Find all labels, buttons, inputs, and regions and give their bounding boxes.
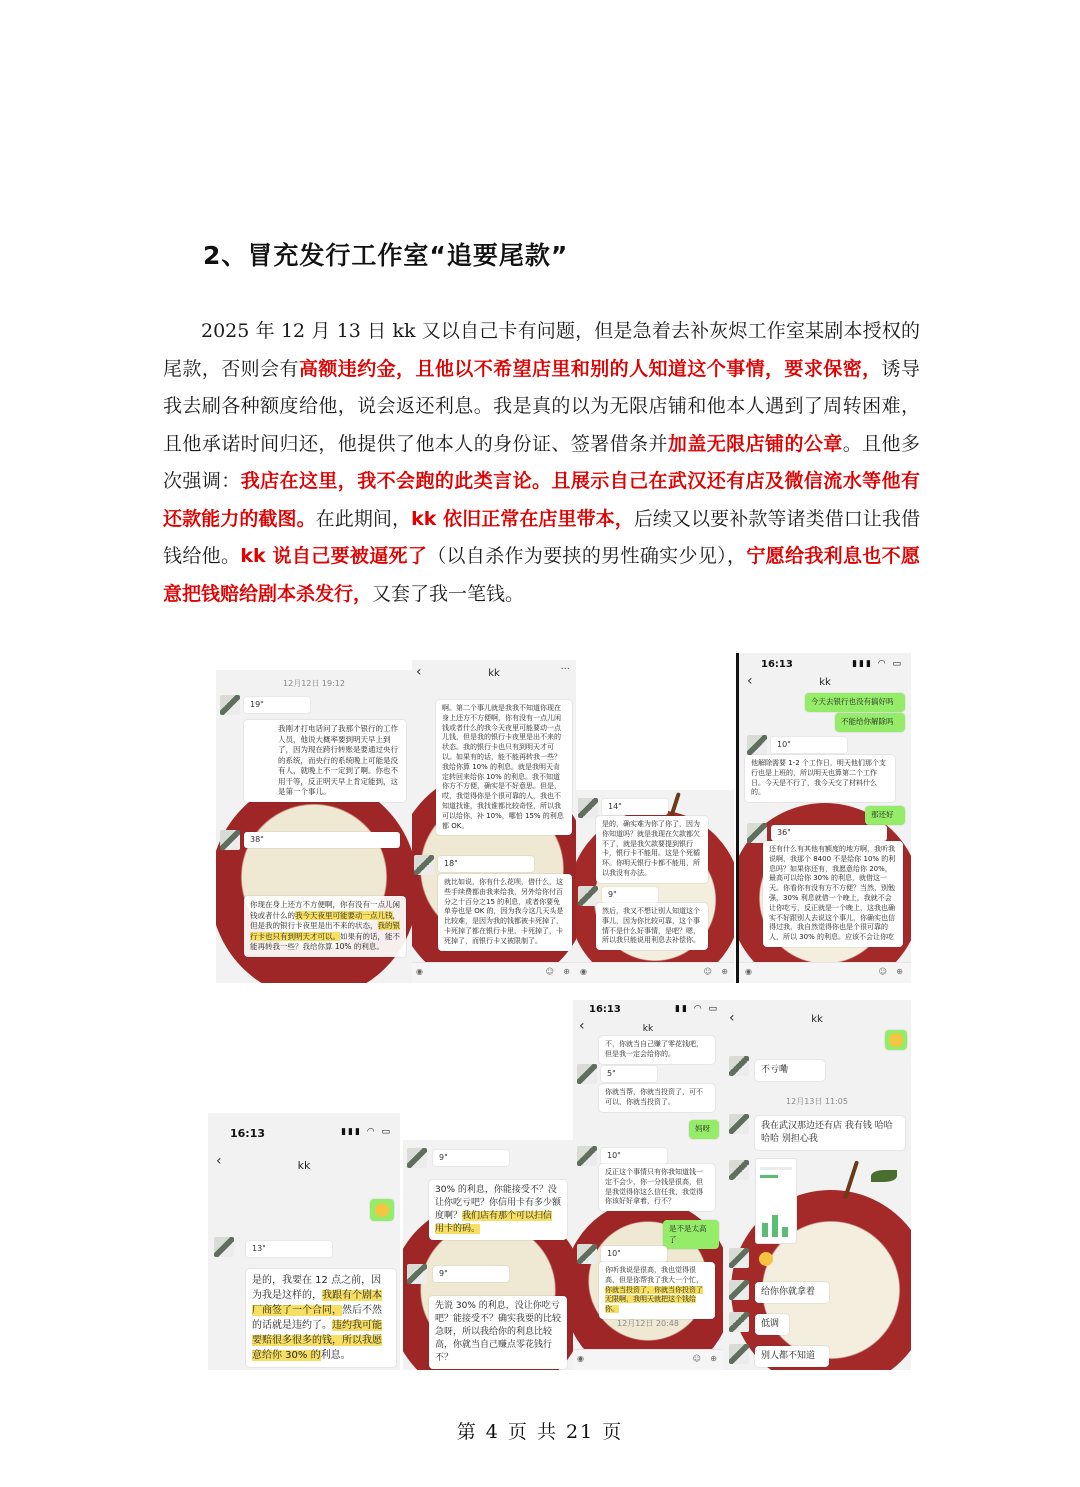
para-highlight-5: kk 依旧正常在店里带本， [411, 507, 634, 530]
sent-emoji-message [885, 1030, 907, 1050]
status-time: 16:13 [230, 1127, 266, 1140]
chat-input-bar[interactable] [412, 962, 576, 983]
voice-message[interactable]: 36" [771, 825, 887, 841]
avatar [214, 1237, 234, 1257]
para-text-1: 2025 年 12 月 13 日 kk 又以自己卡有问题，但是急着去补灰烬工作室某剧本授权的尾款，否则会有 [163, 320, 920, 380]
chat-input-bar[interactable] [739, 962, 911, 983]
voice-toggle-icon[interactable]: ◉ [745, 967, 752, 976]
avatar [729, 1114, 749, 1134]
voice-message[interactable]: 18" [438, 856, 534, 872]
voice-toggle-icon[interactable]: ◉ [577, 1354, 584, 1363]
back-icon[interactable]: ‹ [579, 1018, 585, 1034]
received-message: 别人都不知道 [755, 1346, 829, 1367]
para-text-7: 又套了我一笔钱。 [372, 582, 525, 605]
voice-message[interactable]: 38" [244, 832, 400, 848]
status-icons: ▮▮▮ ◠ ▭ [852, 659, 903, 669]
transcript-highlight: 我的银行卡也只有到明天才可以。 [250, 921, 400, 941]
add-icon[interactable]: ⊕ [563, 967, 570, 976]
para-highlight-4: 我店在这里，我不会跑的此类言论。且展示自己在武汉还有店及微信流水等他有还款能力的截图。 [163, 470, 920, 530]
sent-message: 是不是太高了 [663, 1220, 719, 1249]
emoji-icon [889, 1033, 903, 1047]
chat-screenshot-4 [736, 653, 911, 983]
avatar [220, 695, 240, 715]
transcript-bubble [599, 1262, 715, 1319]
voice-toggle-icon[interactable]: ◉ [580, 967, 587, 976]
more-icon[interactable]: ··· [560, 664, 570, 675]
avatar [729, 1312, 749, 1332]
voice-message[interactable]: 13" [246, 1241, 332, 1257]
transcript-text: 然后不然的话就是违约了。 [252, 1305, 382, 1331]
transcript-highlight: 我们店有那个可以扫信用卡的码。 [435, 1211, 553, 1234]
transcript-bubble: 我刚才打电话问了我那个银行的工作人员，他说大概率要到明天早上到了，因为现在跨行转账是要通过央行的系统，而央行的系统晚上可能是没有人，就晚上不一定到了啊。你也不用干等，反正明天早上肯定能到，这是第一个事儿。 [244, 720, 406, 802]
voice-message[interactable]: 19" [244, 697, 310, 713]
emoji-icon [759, 1252, 773, 1266]
transcript-text: 30% 的利息，你能接受不？没让你吃亏吧？你信用卡有多少额度啊？ [435, 1185, 562, 1221]
back-icon[interactable]: ‹ [729, 1010, 735, 1026]
sent-message: 那还好 [865, 806, 905, 825]
status-time: 16:13 [589, 1004, 621, 1015]
avatar [729, 1248, 749, 1268]
transcript-highlight: 我跟有个剧本厂商签了一个合同， [252, 1290, 382, 1316]
emoji-icon[interactable]: ☺ [692, 1354, 701, 1363]
avatar [407, 1264, 427, 1284]
para-highlight-1: 高额违约金 [298, 357, 397, 380]
emoji-icon[interactable]: ☺ [703, 967, 712, 976]
voice-message[interactable]: 5" [601, 1066, 657, 1082]
chat-screenshot-5 [208, 1113, 400, 1370]
chat-title: kk [297, 1159, 311, 1172]
transcript-bubble: 然后，我又不想让别人知道这个事儿，因为你比较可靠，这个事情不是什么好事情，是吧？嗯，所以我只能说用利息去补偿你。 [596, 903, 708, 950]
voice-message[interactable]: 14" [602, 799, 668, 815]
voice-message[interactable]: 10" [601, 1246, 667, 1262]
chat-input-bar[interactable] [573, 1349, 723, 1370]
sent-message: 今天去银行也没有搞好吗 [805, 693, 905, 712]
avatar [577, 1244, 597, 1264]
voice-message[interactable]: 9" [433, 1150, 509, 1166]
section-title: 2、冒充发行工作室“追要尾款” [203, 241, 569, 270]
chat-timestamp: 12月13日 11:05 [786, 1097, 848, 1106]
voice-message[interactable]: 10" [771, 737, 847, 753]
add-icon[interactable]: ⊕ [721, 967, 728, 976]
para-text-4: 在此期间， [315, 507, 412, 530]
transcript-bubble: 啊。第二个事儿就是我我不知道你现在身上还方不方便啊，你有没有一点儿闲钱或者什么的我今天夜里可能要动一点儿钱，但是我的银行卡夜里是出不来的状态。我的银行卡也只有到明天才可以。如果有的话，能不能再转我一些？我给你算 10% 的利息。就是我明天肯定转回来给你 10% 的利息。我不知道你方不方便，确实是不好意思。但是，哎，我觉得你是个很可靠的人，我也不知道找谁，我找谁都比较奇怪，所以我可以给你，补 10%，哪怕 15% 的利息都 OK。 [436, 700, 572, 835]
page-footer: 第 4 页 共 21 页 [456, 1421, 624, 1443]
transcript-bubble [246, 1269, 396, 1367]
transcript-text: 是的，我要在 12 点之前，因为我是这样的， [252, 1275, 382, 1301]
transcript-bubble: 反正这个事情只有你我知道钱一定不会少，你一分钱是很高，但是我觉得你这么信任我，我觉得你该好好拿着，行不？ [599, 1164, 715, 1211]
body-paragraph [163, 313, 920, 613]
voice-message[interactable]: 9" [602, 887, 658, 903]
received-message: 低调 [755, 1314, 789, 1335]
apple-leaf [871, 1170, 897, 1182]
status-time: 16:13 [761, 659, 793, 670]
para-highlight-7: 宁愿给我利息也不愿意把钱赔给剧本杀发行， [163, 545, 920, 605]
avatar [747, 735, 767, 755]
transcript-bubble: 他解除需要 1-2 个工作日，明天他们那个支行也是上班的，所以明天也算第二个工作日。今天是不行了，我今天交了材料什么的。 [745, 755, 895, 802]
sent-message: 妈呀 [689, 1120, 719, 1139]
transcript-text: ，但是我的银行卡夜里是出不来的状态， [250, 910, 400, 930]
para-text-3: 。且他多次强调： [163, 432, 920, 492]
voice-toggle-icon[interactable]: ◉ [416, 967, 423, 976]
transcript-text: 如果有的话，能不能再转我一些？我给你算 10% 的利息。 [250, 931, 400, 951]
chat-screenshot-8 [723, 1000, 911, 1370]
avatar [407, 1148, 427, 1168]
emoji-icon[interactable]: ☺ [545, 967, 554, 976]
avatar [747, 823, 767, 843]
chat-title: kk [819, 677, 831, 688]
avatar [729, 1280, 749, 1300]
chat-screenshot-7 [573, 1000, 723, 1370]
chat-screenshot-2 [412, 660, 576, 983]
received-message: 我在武汉那边还有店 我有钱 哈哈哈哈 别担心我 [755, 1116, 905, 1150]
back-icon[interactable]: ‹ [416, 664, 422, 680]
transcript-bubble: 你就当帮，你就当投资了，可不可以，你就当投资了。 [599, 1084, 715, 1112]
chat-timestamp: 12月12日 19:12 [283, 679, 345, 688]
voice-message[interactable]: 9" [433, 1266, 509, 1282]
avatar [414, 855, 434, 875]
avatar [220, 830, 240, 850]
avatar [577, 1064, 597, 1084]
chat-title: kk [811, 1014, 823, 1025]
chat-screenshot-6 [403, 1140, 573, 1370]
para-highlight-6: kk 说自己要被逼死了 [240, 545, 428, 567]
avatar [578, 798, 598, 818]
payment-screenshot [755, 1158, 797, 1244]
transcript-text: 你现在身上还方不方便啊，你有没有一点儿闲钱或者什么的 [250, 900, 400, 920]
status-icons: ▮▮ ◠ ▭ [675, 1004, 719, 1014]
back-icon[interactable]: ‹ [747, 673, 753, 689]
transcript-bubble [244, 896, 406, 957]
para-highlight-2: ，且他以不希望店里和别的人知道这个事情，要求保密， [396, 357, 882, 380]
received-message: 不亏嘞 [755, 1060, 825, 1081]
transcript-highlight: 违约我可能要赔很多很多的钱，所以我愿意给你 30% 的 [252, 1320, 382, 1361]
emoji-icon [375, 1203, 389, 1217]
transcript-bubble: 先说 30% 的利息，没让你吃亏吧？能接受不？确实我要的比较急呀，所以我给你的利息比较高，你就当自己赚点零花钱行不？ [429, 1296, 567, 1369]
add-icon[interactable]: ⊕ [896, 967, 903, 976]
add-icon[interactable]: ⊕ [710, 1354, 717, 1363]
chat-title: kk [488, 668, 500, 679]
transcript-bubble: 还有什么有其他有额度的地方啊，我听我说啊，我那个 8400 不是给你 10% 的利息吗？如果你还有，我愿意给你 20%，最高可以给你 30% 的利息，就借这一天。你看你有没有方不方便？当然，别勉强，30% 利息就借一个晚上，我就不会让你吃亏，反正就是一个晚上，这我也确实不好跟别人去说这个事儿，你确实也信得过我，我自然觉得你也是个很可靠的人，所以 30% 的利息。应该不会让你吃 [763, 841, 903, 947]
chat-title: kk [642, 1024, 654, 1034]
chat-screenshot-3 [576, 790, 734, 983]
para-text-5: 后续又以要补款等诸类借口让我借钱给他。 [163, 507, 920, 567]
transcript-highlight: 我今天夜里可能要动一点儿钱 [295, 910, 393, 920]
transcript-text: 利息。 [320, 1350, 351, 1361]
transcript-bubble [429, 1180, 567, 1240]
para-text-6: （以自杀作为要挟的男性确实少见）， [427, 545, 747, 567]
transcript-text: 你听我说是很高，我也觉得很高，但是你帮我了我大一个忙， [605, 1266, 703, 1284]
avatar [578, 886, 598, 906]
para-highlight-3: 加盖无限店铺的公章 [667, 432, 843, 455]
voice-message[interactable]: 10" [601, 1148, 667, 1164]
avatar [729, 1056, 749, 1076]
transcript-bubble: 不，你就当自己赚了零花钱吧，但是我一定会给你的。 [599, 1036, 715, 1064]
avatar [577, 1146, 597, 1166]
transcript-bubble: 是的，确实难为你了你了，因为你知道吗？就是我现在欠款都欠不了，就是我欠款要提到银行卡，银行卡不能用。这是个死循环。你明天银行卡都不能用，所以我没有办法。 [596, 816, 708, 883]
received-message: 给你你就拿着 [755, 1282, 829, 1303]
transcript-bubble: 就比如说，你有什么花呗，借什么，这些手续费都由我来给我，另外给你付百分之十百分之15 的利息，或者你要免单券也是 OK 的，因为我今这几天头是比较难，是因为我的钱都被卡死掉了，卡死掉了都在银行卡里，卡死掉了，卡死掉了，而银行卡又被限制了。 [438, 874, 572, 951]
chat-screenshot-1 [216, 670, 412, 983]
status-icons: ▮▮▮ ◠ ▭ [341, 1127, 392, 1137]
back-icon[interactable]: ‹ [216, 1153, 222, 1169]
sent-emoji-message [370, 1199, 394, 1221]
para-text-2: 诱导我去刷各种额度给他，说会返还利息。我是真的以为无限店铺和他本人遇到了周转困难，且他承诺时间归还，他提供了他本人的身份证、签署借条并 [163, 357, 920, 455]
sent-message: 不能给你解除吗 [835, 713, 905, 732]
emoji-icon[interactable]: ☺ [878, 967, 887, 976]
chat-timestamp: 12月12日 20:48 [617, 1319, 679, 1328]
transcript-highlight: 你就当投资了，你就当你投资了无限啊，我明天就把这个钱给你。 [605, 1285, 703, 1314]
avatar [729, 1344, 749, 1364]
avatar [729, 1160, 749, 1180]
chat-input-bar[interactable] [576, 962, 734, 983]
